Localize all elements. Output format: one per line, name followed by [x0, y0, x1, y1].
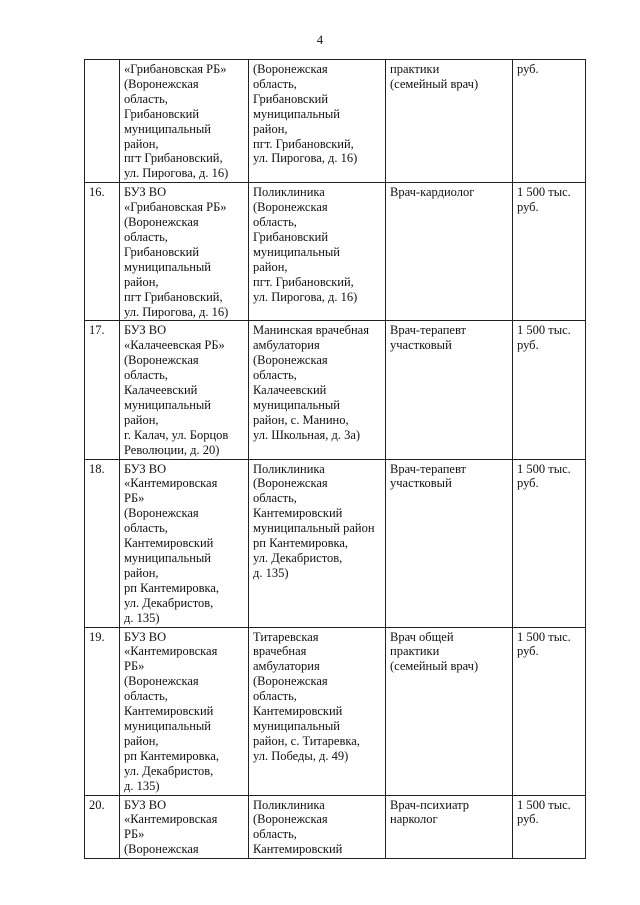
cell-line: руб.	[517, 476, 539, 491]
cell-line: врачебная	[253, 644, 307, 659]
cell-line: ул. Пирогова, д. 16)	[253, 151, 358, 166]
cell-line: 1 500 тыс.	[517, 461, 571, 476]
cell-line: ул. Пирогова, д. 16)	[124, 304, 229, 319]
cell-line: ул. Пирогова, д. 16)	[253, 289, 358, 304]
cell-line: муниципальный	[124, 718, 211, 733]
position-cell	[386, 183, 513, 321]
cell-line: область,	[124, 521, 168, 536]
workplace-cell	[249, 321, 386, 459]
cell-line: Грибановский	[253, 229, 329, 244]
cell-line: рп Кантемировка,	[253, 536, 349, 551]
cell-line: БУЗ ВО	[124, 461, 167, 476]
cell-line: д. 135)	[124, 778, 160, 793]
cell-line: Поликлиника	[253, 185, 325, 200]
cell-line: Кантемировский	[253, 842, 343, 857]
cell-line: практики	[390, 62, 440, 76]
cell-line: руб.	[517, 812, 539, 827]
cell-line: «Кантемировская	[124, 476, 218, 491]
row-number-cell	[85, 183, 120, 321]
cell-line: район,	[253, 121, 288, 136]
cell-line: участковый	[390, 476, 452, 491]
cell-line: Калачеевский	[253, 383, 327, 398]
cell-line: Врач-терапевт	[390, 323, 467, 338]
cell-line: (Воронежская	[253, 353, 328, 368]
cell-line: Поликлиника	[253, 797, 325, 812]
cell-line: область,	[124, 368, 168, 383]
payment-cell	[513, 183, 586, 321]
cell-line: район,	[124, 565, 159, 580]
position-cell	[386, 459, 513, 627]
cell-line: руб.	[517, 200, 539, 215]
cell-line: 19.	[89, 629, 105, 644]
cell-line: пгт. Грибановский,	[253, 274, 354, 289]
cell-line: Грибановский	[124, 244, 200, 259]
cell-line: (семейный врач)	[390, 659, 479, 674]
cell-line: муниципальный	[253, 244, 340, 259]
cell-line: Врач-психиатр	[390, 797, 470, 812]
row-number-cell	[85, 459, 120, 627]
cell-line: рп Кантемировка,	[124, 748, 220, 763]
cell-line: РБ»	[124, 827, 145, 842]
cell-line: «Кантемировская	[124, 644, 218, 659]
cell-line: 17.	[89, 323, 105, 338]
cell-line: область,	[253, 76, 297, 91]
cell-line: г. Калач, ул. Борцов	[124, 427, 229, 442]
position-cell	[386, 627, 513, 795]
organization-cell	[120, 321, 249, 459]
cell-line: область,	[253, 689, 297, 704]
cell-line: БУЗ ВО	[124, 185, 167, 200]
cell-line: муниципальный	[253, 106, 340, 121]
cell-line: пгт. Грибановский,	[253, 136, 354, 151]
workplace-cell	[249, 459, 386, 627]
cell-line: 18.	[89, 461, 105, 476]
payment-cell	[513, 627, 586, 795]
positions-table	[84, 59, 586, 859]
cell-line: 1 500 тыс.	[517, 797, 571, 812]
cell-line: район,	[253, 259, 288, 274]
cell-line: муниципальный район	[253, 521, 375, 536]
cell-line: 20.	[89, 797, 105, 812]
cell-line: Грибановский	[124, 106, 200, 121]
cell-line: 1 500 тыс.	[517, 323, 571, 338]
cell-line: район,	[124, 136, 159, 151]
payment-cell	[513, 321, 586, 459]
cell-line: рп Кантемировка,	[124, 580, 220, 595]
table-row	[85, 60, 586, 183]
cell-line: Кантемировский	[253, 506, 343, 521]
cell-line: область,	[124, 229, 168, 244]
cell-line: муниципальный	[253, 397, 340, 412]
cell-line: область,	[124, 91, 168, 106]
payment-cell	[513, 795, 586, 859]
cell-line: (Воронежская	[253, 200, 328, 215]
table-row	[85, 627, 586, 795]
cell-line: Кантемировский	[124, 704, 214, 719]
cell-line: ул. Декабристов,	[124, 595, 214, 610]
organization-cell	[120, 183, 249, 321]
cell-line: пгт Грибановский,	[124, 151, 223, 166]
cell-line: область,	[253, 215, 297, 230]
cell-line: район,	[124, 274, 159, 289]
cell-line: руб.	[517, 644, 539, 659]
cell-line: район, с. Титаревка,	[253, 733, 360, 748]
organization-cell	[120, 60, 249, 183]
cell-line: БУЗ ВО	[124, 629, 167, 644]
position-cell	[386, 321, 513, 459]
cell-line: область,	[253, 368, 297, 383]
cell-line: Врач общей	[390, 629, 454, 644]
cell-line: (Воронежская	[253, 476, 328, 491]
cell-line: амбулатория	[253, 338, 320, 353]
payment-cell	[513, 459, 586, 627]
cell-line: (Воронежская	[253, 812, 328, 827]
row-number-cell	[85, 60, 120, 183]
row-number-cell	[85, 321, 120, 459]
organization-cell	[120, 459, 249, 627]
cell-line: РБ»	[124, 659, 145, 674]
cell-line: область,	[253, 827, 297, 842]
cell-line: ул. Школьная, д. 3а)	[253, 427, 361, 442]
workplace-cell	[249, 795, 386, 859]
cell-line: практики	[390, 644, 440, 659]
cell-line: район, с. Манино,	[253, 412, 349, 427]
row-number-cell	[85, 627, 120, 795]
cell-line: (Воронежская	[124, 353, 199, 368]
cell-line: участковый	[390, 338, 452, 353]
row-number-cell	[85, 795, 120, 859]
cell-line: пгт Грибановский,	[124, 289, 223, 304]
table-row	[85, 459, 586, 627]
payment-cell	[513, 60, 586, 183]
cell-line: амбулатория	[253, 659, 320, 674]
cell-line: (Воронежская	[124, 842, 199, 857]
cell-line: (Воронежская	[124, 76, 199, 91]
cell-line: Кантемировский	[253, 704, 343, 719]
cell-line: ул. Пирогова, д. 16)	[124, 166, 229, 181]
cell-line: (Воронежская	[124, 215, 199, 230]
cell-line: БУЗ ВО	[124, 323, 167, 338]
cell-line: (Воронежская	[124, 506, 199, 521]
cell-line: д. 135)	[124, 610, 160, 625]
cell-line: Калачеевский	[124, 383, 198, 398]
cell-line: руб.	[517, 338, 539, 353]
cell-line: муниципальный	[253, 718, 340, 733]
cell-line: (Воронежская	[124, 674, 199, 689]
cell-line: ул. Декабристов,	[124, 763, 214, 778]
position-cell	[386, 60, 513, 183]
cell-line: д. 135)	[253, 565, 289, 580]
cell-line: Революции, д. 20)	[124, 442, 220, 457]
cell-line: 1 500 тыс.	[517, 185, 571, 200]
cell-line: муниципальный	[124, 397, 211, 412]
cell-line: 1 500 тыс.	[517, 629, 571, 644]
cell-line: (Воронежская	[253, 62, 328, 76]
position-cell	[386, 795, 513, 859]
cell-line: область,	[253, 491, 297, 506]
cell-line: «Грибановская РБ»	[124, 200, 227, 215]
cell-line: Титаревская	[253, 629, 319, 644]
cell-line: Манинская врачебная	[253, 323, 369, 338]
cell-line: муниципальный	[124, 259, 211, 274]
cell-line: район,	[124, 733, 159, 748]
cell-line: Кантемировский	[124, 536, 214, 551]
cell-line: БУЗ ВО	[124, 797, 167, 812]
cell-line: Врач-кардиолог	[390, 185, 475, 200]
workplace-cell	[249, 627, 386, 795]
cell-line: (Воронежская	[253, 674, 328, 689]
cell-line: муниципальный	[124, 121, 211, 136]
organization-cell	[120, 795, 249, 859]
table-row	[85, 183, 586, 321]
cell-line: ул. Победы, д. 49)	[253, 748, 349, 763]
cell-line: муниципальный	[124, 551, 211, 565]
workplace-cell	[249, 183, 386, 321]
cell-line: Поликлиника	[253, 461, 325, 476]
cell-line: ул. Декабристов,	[253, 551, 343, 565]
cell-line: 16.	[89, 185, 105, 200]
table-row	[85, 321, 586, 459]
organization-cell	[120, 627, 249, 795]
page-number: 4	[316, 33, 324, 47]
cell-line: руб.	[517, 62, 539, 76]
table-row	[85, 795, 586, 859]
cell-line: «Калачеевская РБ»	[124, 338, 225, 353]
cell-line: Врач-терапевт	[390, 461, 467, 476]
cell-line: нарколог	[390, 812, 438, 827]
cell-line: область,	[124, 689, 168, 704]
cell-line: «Кантемировская	[124, 812, 218, 827]
cell-line: (семейный врач)	[390, 76, 479, 91]
cell-line: Грибановский	[253, 91, 329, 106]
cell-line: РБ»	[124, 491, 145, 506]
cell-line: район,	[124, 412, 159, 427]
workplace-cell	[249, 60, 386, 183]
cell-line: «Грибановская РБ»	[124, 62, 227, 76]
table-body	[85, 60, 586, 859]
